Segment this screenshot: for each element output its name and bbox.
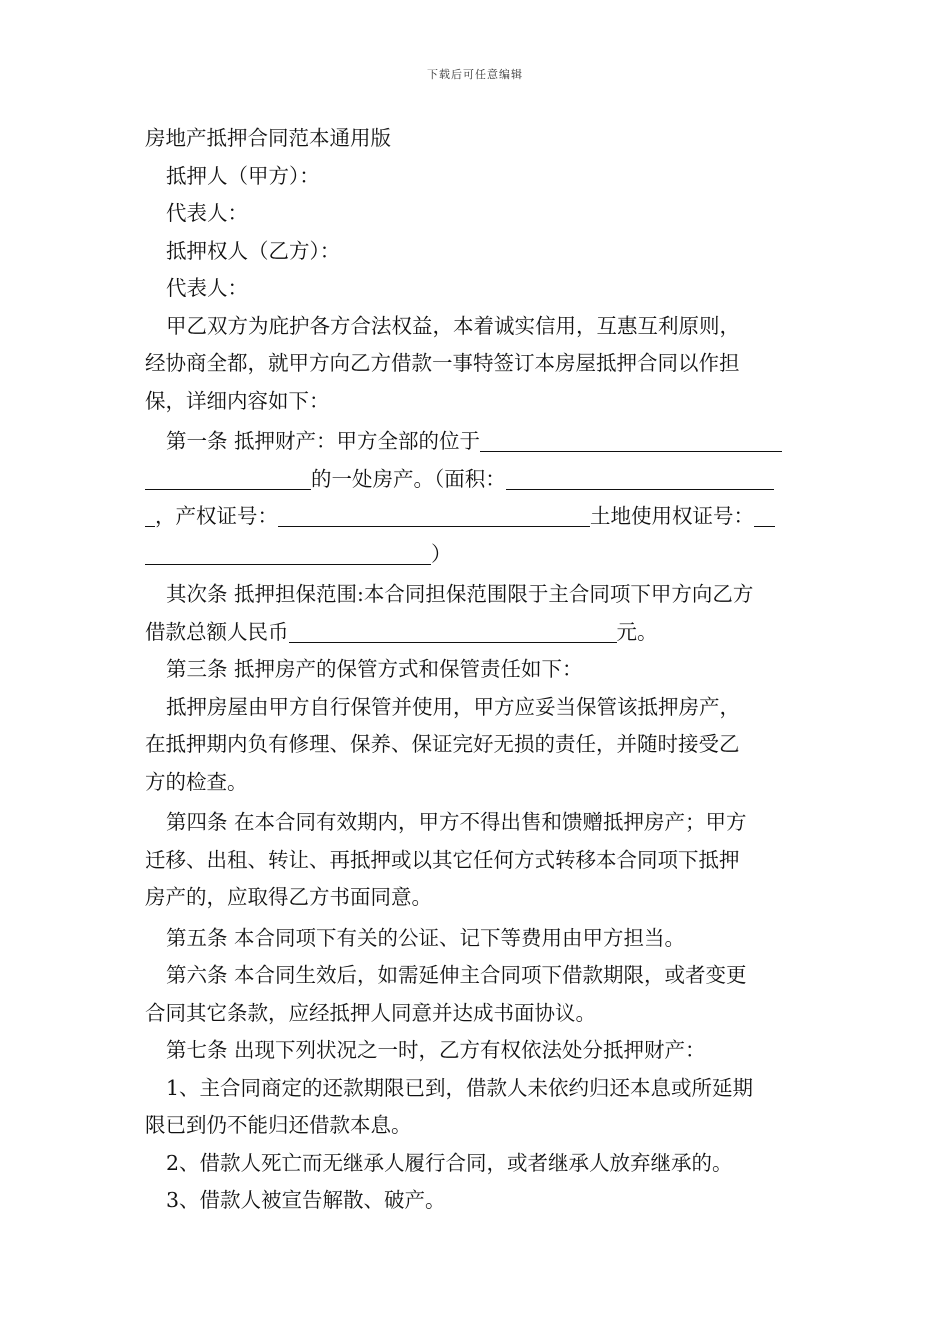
article-2-line-2 (145, 614, 809, 652)
article-4-line-1: 第四条 在本合同有效期内，甲方不得出售和馈赠抵押房产；甲方 (166, 810, 747, 834)
item-2: 2、借款人死亡而无继承人履行合同，或者继承人放弃继承的。 (166, 1150, 733, 1175)
blank-loan-amount (289, 618, 617, 643)
article-1-text-1: 第一条 抵押财产：甲方全部的位于 (166, 429, 481, 453)
article-4-line-2: 迁移、出租、转让、再抵押或以其它任何方式转移本合同项下抵押 (145, 847, 740, 872)
article-1-text-4: ） (431, 541, 452, 566)
article-7-heading: 第七条 出现下列状况之一时，乙方有权依法处分抵押财产： (166, 1038, 706, 1062)
item-1-line-1: 1、主合同商定的还款期限已到，借款人未依约归还本息或所延期 (166, 1075, 754, 1100)
article-1-line-2 (145, 461, 809, 499)
blank-location (480, 427, 782, 452)
representative-line-2: 代表人： (166, 276, 248, 300)
article-1-line-1 (145, 423, 809, 461)
contract-body (145, 120, 809, 1220)
blank-area-cont (145, 502, 155, 527)
article-1-line-4 (145, 536, 809, 574)
intro-line-1: 甲乙双方为庇护各方合法权益，本着诚实信用，互惠互利原则， (166, 313, 740, 338)
article-2-line-1: 其次条 抵押担保范围:本合同担保范围限于主合同项下甲方向乙方 (166, 582, 754, 606)
article-3-body-3: 方的检查。 (145, 769, 248, 794)
article-4-line-3: 房产的，应取得乙方书面同意。 (145, 885, 432, 909)
blank-location-cont (145, 465, 311, 490)
blank-area (506, 465, 774, 490)
blank-title-cert (278, 502, 590, 527)
article-6-line-1: 第六条 本合同生效后，如需延伸主合同项下借款期限，或者变更 (166, 963, 747, 987)
blank-land-cert (754, 502, 775, 527)
intro-line-3: 保，详细内容如下： (145, 388, 330, 413)
item-3: 3、借款人被宣告解散、破产。 (166, 1188, 446, 1212)
document-title: 房地产抵押合同范本通用版 (145, 126, 391, 150)
article-2-text-2b: 元。 (616, 619, 658, 644)
article-3-heading: 第三条 抵押房产的保管方式和保管责任如下： (166, 657, 583, 681)
article-1-text-3b: 土地使用权证号： (590, 504, 754, 528)
intro-line-2: 经协商全都，就甲方向乙方借款一事特签订本房屋抵押合同以作担 (145, 351, 740, 375)
article-5: 第五条 本合同项下有关的公证、记下等费用由甲方担当。 (166, 925, 686, 950)
article-2-text-2a: 借款总额人民币 (145, 619, 289, 644)
article-1-text-3a: ，产权证号： (155, 504, 278, 528)
article-1-line-3 (145, 498, 809, 536)
blank-land-cert-cont (145, 540, 431, 565)
representative-line-1: 代表人： (166, 201, 248, 225)
mortgagor-line: 抵押人（甲方）： (166, 163, 320, 188)
article-3-body-2: 在抵押期内负有修理、保养、保证完好无损的责任，并随时接受乙 (145, 732, 740, 756)
article-3-body-1: 抵押房屋由甲方自行保管并使用，甲方应妥当保管该抵押房产， (166, 694, 740, 719)
header-note: 下载后可任意编辑 (427, 68, 523, 81)
article-6-line-2: 合同其它条款，应经抵押人同意并达成书面协议。 (145, 1000, 596, 1025)
article-1-text-2: 的一处房产。（面积： (311, 466, 506, 491)
mortgagee-line: 抵押权人（乙方）： (166, 238, 341, 263)
item-1-line-2: 限已到仍不能归还借款本息。 (145, 1113, 412, 1137)
